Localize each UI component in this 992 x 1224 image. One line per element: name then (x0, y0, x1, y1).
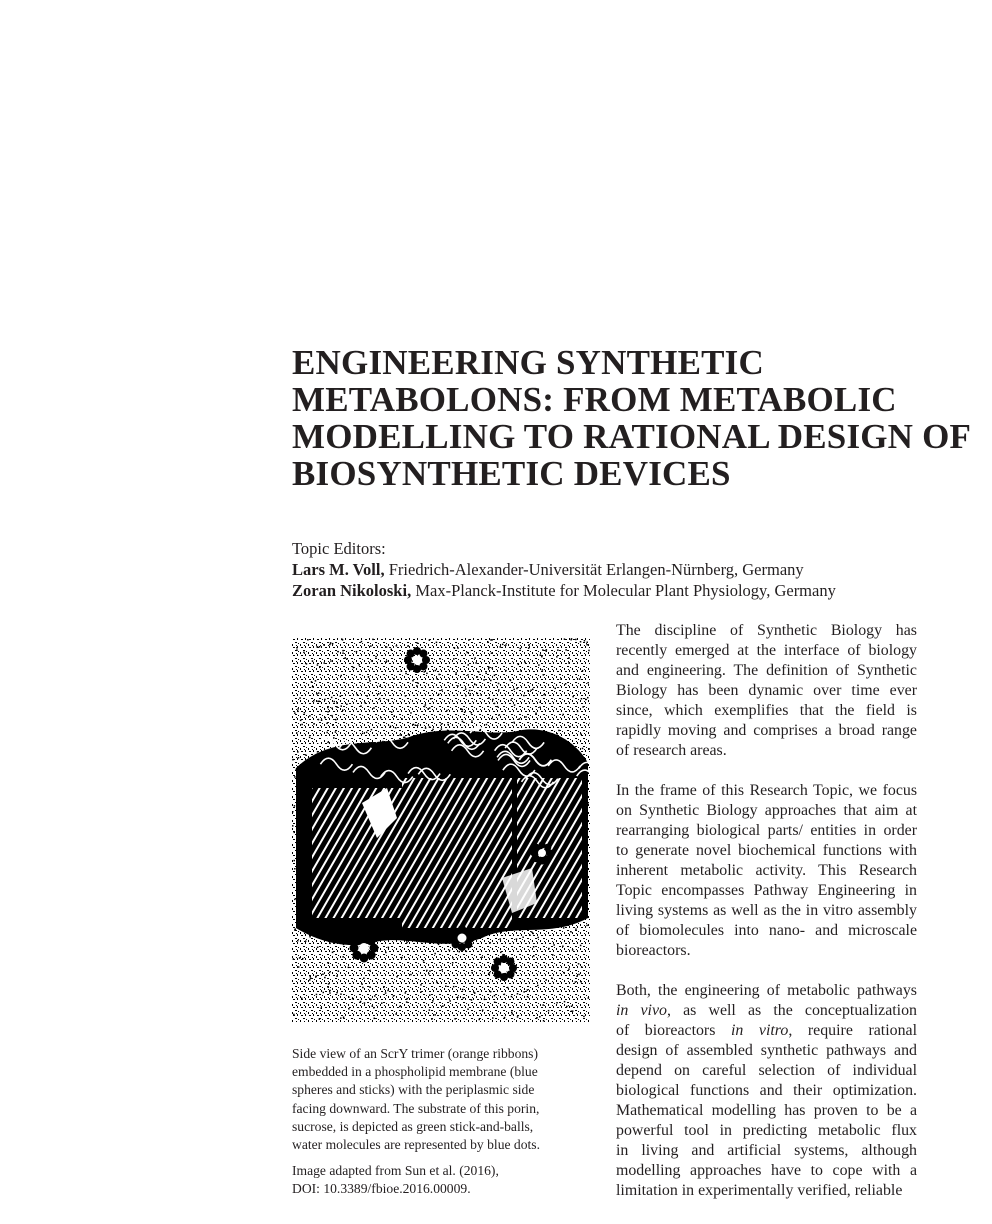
body-text-line: bioreactors. (616, 942, 691, 959)
body-text-line: Both, the engineering of metabolic pathways (616, 982, 917, 999)
figure-caption (292, 1045, 582, 1199)
page-title (292, 344, 972, 492)
title-line: BIOSYNTHETIC DEVICES (292, 454, 731, 493)
body-text-line: Biology has been dynamic over time ever (616, 682, 917, 699)
image-credit-line: DOI: 10.3389/fbioe.2016.00009. (292, 1181, 471, 1197)
image-credit-line: Image adapted from Sun et al. (2016), (292, 1163, 499, 1179)
scry-trimer-illustration (292, 638, 590, 1022)
editor-entry (292, 580, 932, 601)
body-text-line: modelling approaches have to cope with a (616, 1162, 917, 1179)
body-text-line: In the frame of this Research Topic, we focus (616, 782, 917, 799)
body-text-line: limitation in experimentally verified, reliable (616, 1182, 903, 1199)
body-text-line: of bioreactors in vitro, require rational (616, 1022, 917, 1039)
editor-affiliation: Friedrich-Alexander-Universität Erlangen-Nürnberg, Germany (384, 560, 804, 579)
body-text-line: recently emerged at the interface of biology (616, 642, 917, 659)
caption-line: sucrose, is depicted as green stick-and-balls, (292, 1118, 534, 1134)
body-text (616, 621, 917, 1201)
body-text-line: of research areas. (616, 742, 727, 759)
body-text-line: biological functions and their optimization. (616, 1082, 917, 1099)
editors-heading: Topic Editors: (292, 539, 386, 558)
body-text-line: rearranging biological parts/ entities in order (616, 822, 917, 839)
body-text-line: Mathematical modelling has proven to be a (616, 1102, 917, 1119)
body-text-line: to generate novel biochemical functions with (616, 842, 917, 859)
body-text-line: inherent metabolic activity. This Research (616, 862, 917, 879)
editor-entry (292, 559, 932, 580)
caption-line: water molecules are represented by blue dots. (292, 1137, 540, 1153)
editor-affiliation: Max-Planck-Institute for Molecular Plant Physiology, Germany (411, 581, 836, 600)
paragraph-3 (616, 981, 917, 1201)
paragraph-1 (616, 621, 917, 761)
topic-editors (292, 538, 932, 601)
title-line: MODELLING TO RATIONAL DESIGN OF (292, 417, 972, 456)
protein-figure-image (292, 638, 590, 1022)
body-text-line: The discipline of Synthetic Biology has (616, 622, 917, 639)
body-text-line: design of assembled synthetic pathways and (616, 1042, 917, 1059)
body-text-line: and engineering. The definition of Synthetic (616, 662, 917, 679)
body-text-line: of biomolecules into nano- and microscale (616, 922, 917, 939)
body-text-line: Topic encompasses Pathway Engineering in (616, 882, 917, 899)
editor-name: Zoran Nikoloski, (292, 581, 412, 600)
body-text-line: in vivo, as well as the conceptualization (616, 1002, 917, 1019)
body-text-line: rapidly moving and comprises a broad range (616, 722, 917, 739)
caption-line: facing downward. The substrate of this porin, (292, 1100, 540, 1116)
paragraph-2 (616, 781, 917, 961)
title-line: METABOLONS: FROM METABOLIC (292, 380, 897, 419)
body-text-line: powerful tool in predicting metabolic flux (616, 1122, 917, 1139)
caption-line: Side view of an ScrY trimer (orange ribbons) (292, 1046, 539, 1061)
body-text-line: since, which exemplifies that the field is (616, 702, 917, 719)
body-text-line: in living and artificial systems, although (616, 1142, 917, 1159)
body-text-line: on Synthetic Biology approaches that aim at (616, 802, 917, 819)
caption-line: embedded in a phospholipid membrane (blue (292, 1064, 538, 1080)
body-text-line: depend on careful selection of individual (616, 1062, 917, 1079)
caption-line: spheres and sticks) with the periplasmic side (292, 1082, 535, 1098)
title-line: ENGINEERING SYNTHETIC (292, 343, 764, 382)
editor-name: Lars M. Voll, (292, 560, 385, 579)
body-text-line: living systems as well as the in vitro assembly (616, 902, 917, 919)
